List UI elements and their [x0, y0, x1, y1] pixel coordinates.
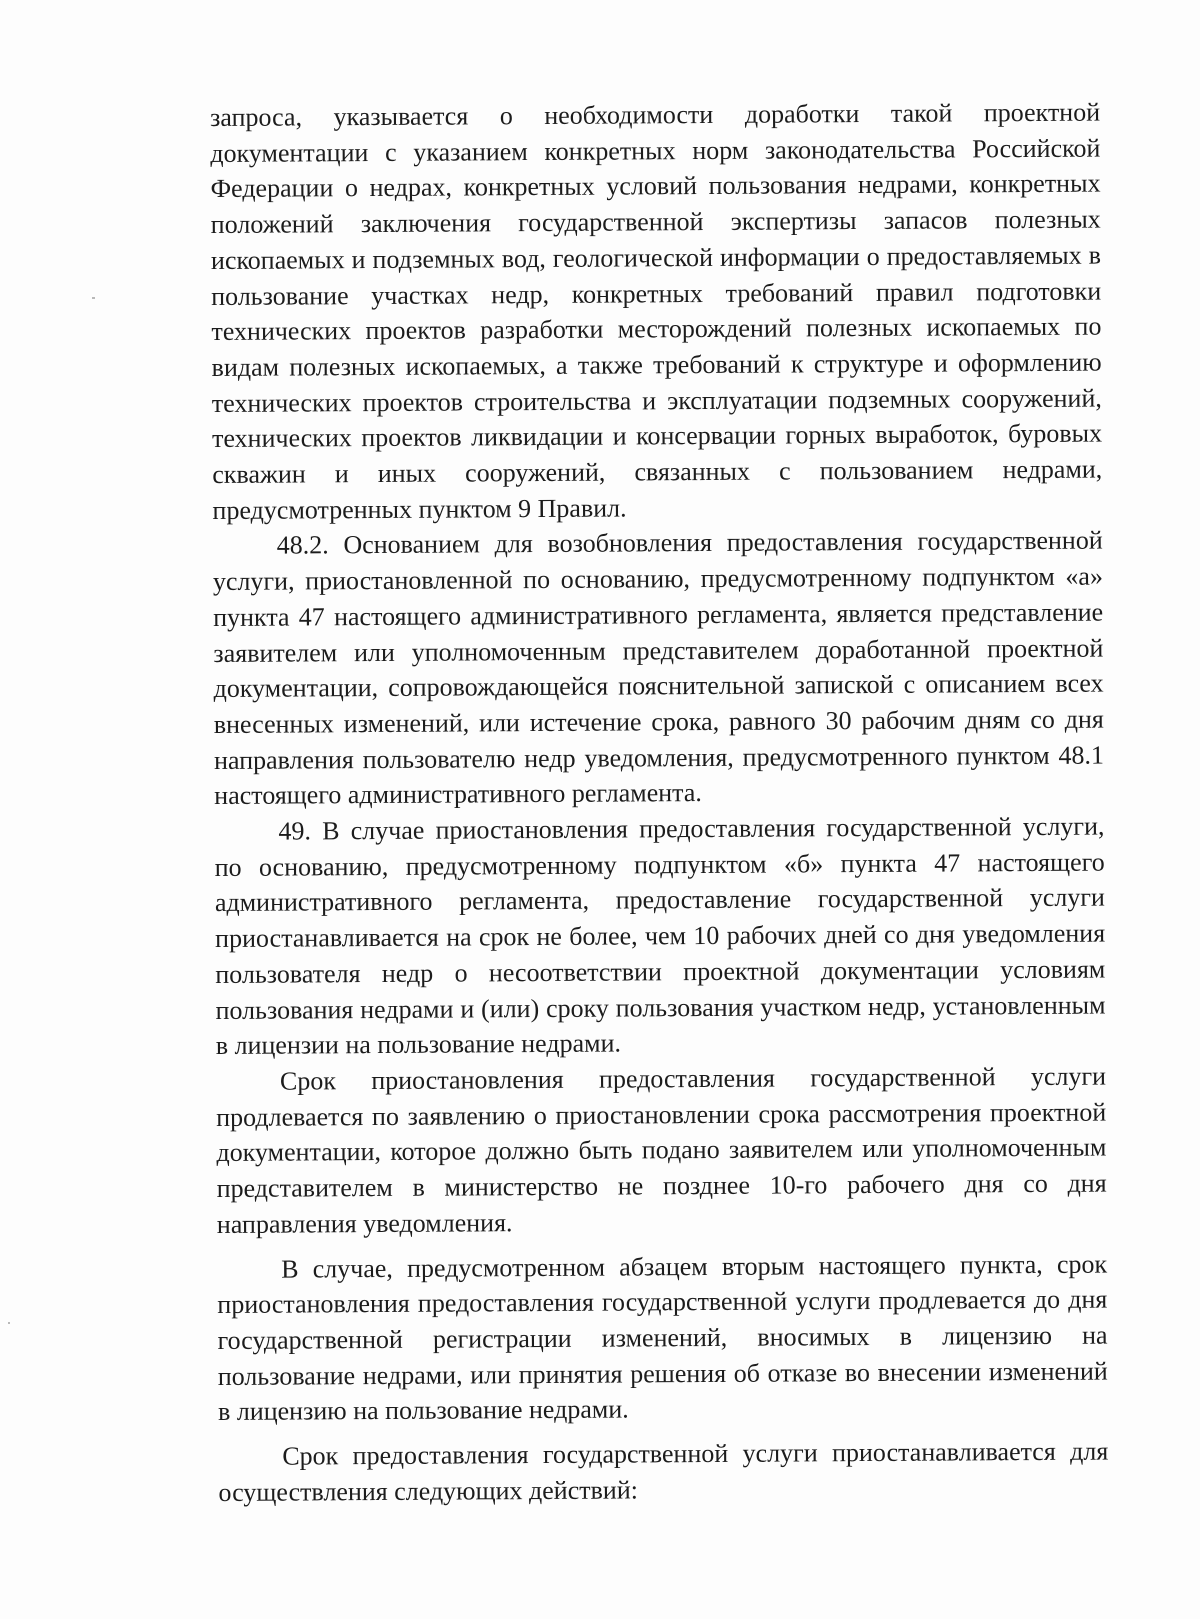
paragraph-4: Срок приостановления предоставления государственной услуги продлевается по заявлению о приостановлении срока рассмотрения проектной документации, которое должно быть подано заявителем или уполномоченным представителем в министерство не позднее 10-го рабочего дня со дня направления уведомления. — [216, 1061, 1107, 1239]
scan-speck — [8, 1322, 10, 1324]
paragraph-5: В случае, предусмотренном абзацем вторым настоящего пункта, срок приостановления предоставления государственной услуги продлевается до дня государственной регистрации изменений, вносимых в лицензию на пользование недрами, или принятия решения об отказе во внесении изменений в лицензию на пользование недрами. — [217, 1249, 1108, 1427]
scan-speck — [92, 297, 95, 299]
document-body — [210, 95, 1109, 1511]
paragraph-2: 48.2. Основанием для возобновления предоставления государственной услуги, приостановленной по основанию, предусмотренному подпунктом «а» пункта 47 настоящего административного регламента, является представление заявителем или уполномоченным представителем доработанной проектной документации, сопровождающейся пояснительной запиской с описанием всех внесенных изменений, или истечение срока, равного 30 рабочим дням со дня направления пользователю недр уведомления, предусмотренного пунктом 48.1 настоящего административного регламента. — [212, 525, 1105, 811]
paragraph-1: запроса, указывается о необходимости доработки такой проектной документации с указанием конкретных норм законодательства Российской Федерации о недрах, конкретных условий пользования недрами, конкретных положений заключения государственной экспертизы запасов полезных ископаемых и подземных вод, геологической информации о предоставляемых в пользование участках недр, конкретных требований правил подготовки технических проектов разработки месторождений полезных ископаемых по видам полезных ископаемых, а также требований к структуре и оформлению технических проектов строительства и эксплуатации подземных сооружений, технических проектов ликвидации и консервации горных выработок, буровых скважин и иных сооружений, связанных с пользованием недрами, предусмотренных пунктом 9 Правил. — [210, 97, 1103, 525]
paragraph-3: 49. В случае приостановления предоставления государственной услуги, по основанию, предусмотренному подпунктом «б» пункта 47 настоящего административного регламента, предоставление государственной услуги приостанавливается на срок не более, чем 10 рабочих дней со дня уведомления пользователя недр о несоответствии проектной документации условиям пользования недрами и (или) сроку пользования участком недр, установленным в лицензии на пользование недрами. — [214, 811, 1106, 1061]
paragraph-6: Срок предоставления государственной услуги приостанавливается для осуществления следующих действий: — [218, 1436, 1109, 1507]
